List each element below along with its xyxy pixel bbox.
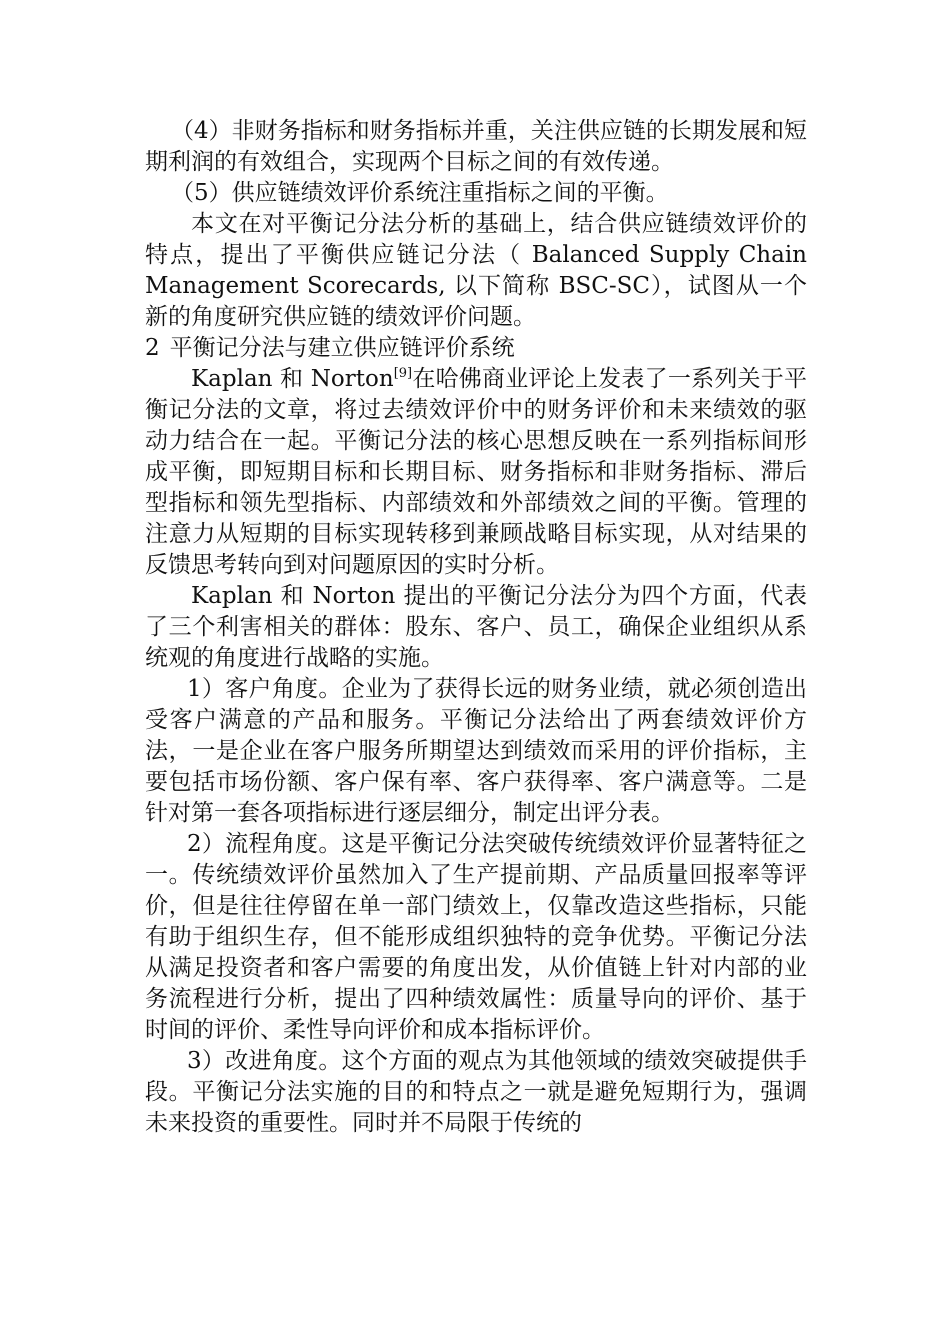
paragraph-introduction: 本文在对平衡记分法分析的基础上，结合供应链绩效评价的特点，提出了平衡供应链记分法（ Balanced Supply Chain Management Scorecards, 以下简称 BSC-SC），试图从一个新的角度研究供应链的绩效评价问题。 [145, 211, 807, 330]
paragraph-item-4: （4）非财务指标和财务指标并重，关注供应链的长期发展和短期利润的有效组合，实现两个目标之间的有效传递。 [145, 118, 807, 175]
paragraph-kaplan-norton-intro [145, 364, 807, 581]
paragraph-four-aspects: Kaplan 和 Norton 提出的平衡记分法分为四个方面，代表了三个利害相关的群体：股东、客户、员工，确保企业组织从系统观的角度进行战略的实施。 [145, 583, 807, 671]
paragraph-process-perspective: 2）流程角度。这是平衡记分法突破传统绩效评价显著特征之一。传统绩效评价虽然加入了生产提前期、产品质量回报率等评价，但是往往停留在单一部门绩效上，仅靠改造这些指标，只能有助于组织生存，但不能形成组织独特的竞争优势。平衡记分法从满足投资者和客户需要的角度出发，从价值链上针对内部的业务流程进行分析，提出了四种绩效属性：质量导向的评价、基于时间的评价、柔性导向评价和成本指标评价。 [145, 831, 807, 1043]
paragraph-customer-perspective: 1）客户角度。企业为了获得长远的财务业绩，就必须创造出受客户满意的产品和服务。平衡记分法给出了两套绩效评价方法，一是企业在客户服务所期望达到绩效而采用的评价指标，主要包括市场份额、客户保有率、客户获得率、客户满意等。二是针对第一套各项指标进行逐层细分，制定出评分表。 [145, 676, 807, 826]
citation-reference: [9] [393, 366, 413, 381]
section-heading [145, 333, 807, 364]
section-number: 2 [145, 335, 160, 361]
author-names: Kaplan 和 Norton [191, 366, 394, 392]
document-page [145, 116, 807, 1139]
section-title: 平衡记分法与建立供应链评价系统 [169, 335, 515, 361]
paragraph-improvement-perspective: 3）改进角度。这个方面的观点为其他领域的绩效突破提供手段。平衡记分法实施的目的和特点之一就是避免短期行为，强调未来投资的重要性。同时并不局限于传统的 [145, 1048, 807, 1136]
paragraph-body: 在哈佛商业评论上发表了一系列关于平衡记分法的文章，将过去绩效评价中的财务评价和未来绩效的驱动力结合在一起。平衡记分法的核心思想反映在一系列指标间形成平衡，即短期目标和长期目标、财务指标和非财务指标、滞后型指标和领先型指标、内部绩效和外部绩效之间的平衡。管理的注意力从短期的目标实现转移到兼顾战略目标实现，从对结果的反馈思考转向到对问题原因的实时分析。 [145, 366, 808, 578]
paragraph-item-5: （5）供应链绩效评价系统注重指标之间的平衡。 [171, 180, 669, 206]
